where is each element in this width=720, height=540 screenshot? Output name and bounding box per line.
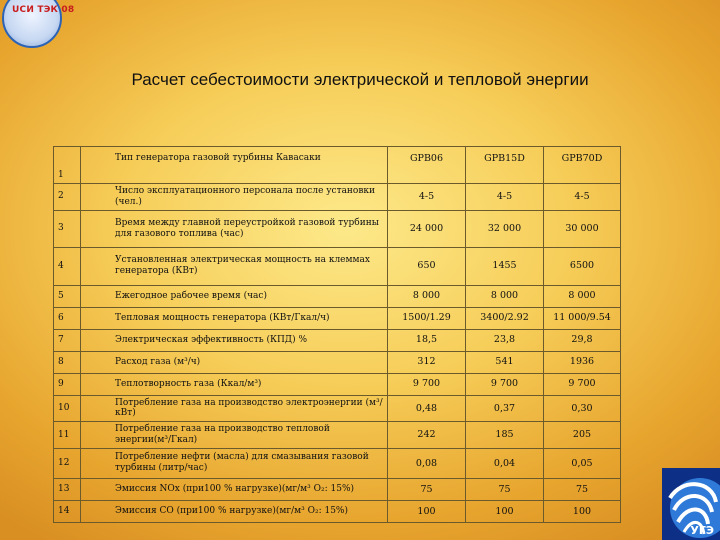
row-number: 13	[54, 478, 81, 500]
row-value-gpb15d: 75	[466, 478, 544, 500]
row-label: Электрическая эффективность (КПД) %	[81, 329, 388, 351]
table-row	[54, 448, 621, 478]
row-number: 14	[54, 500, 81, 522]
row-label: Тепловая мощность генератора (КВт/Гкал/ч)	[81, 307, 388, 329]
row-number: 4	[54, 247, 81, 285]
row-number: 11	[54, 422, 81, 449]
table-row	[54, 285, 621, 307]
logo-emblem	[2, 0, 75, 48]
row-value-gpb70d: 100	[544, 500, 621, 522]
row-number: 7	[54, 329, 81, 351]
row-value-gpb06: 1500/1.29	[388, 307, 466, 329]
table-row	[54, 500, 621, 522]
row-value-gpb15d: 9 700	[466, 373, 544, 395]
row-value-gpb70d: 0,05	[544, 448, 621, 478]
row-label: Установленная электрическая мощность на клеммах генератора (КВт)	[81, 247, 388, 285]
row-value-gpb15d: 185	[466, 422, 544, 449]
table-row	[54, 373, 621, 395]
table-row	[54, 351, 621, 373]
row-value-gpb70d: 0,30	[544, 395, 621, 422]
row-value-gpb70d: 30 000	[544, 210, 621, 247]
table-row	[54, 307, 621, 329]
row-value-gpb15d: 0,04	[466, 448, 544, 478]
row-label: Теплотворность газа (Ккал/м³)	[81, 373, 388, 395]
row-number: 1	[54, 147, 81, 184]
table-row	[54, 329, 621, 351]
row-value-gpb70d: 4-5	[544, 184, 621, 211]
row-value-gpb06: 242	[388, 422, 466, 449]
row-number: 9	[54, 373, 81, 395]
row-value-gpb06: 0,48	[388, 395, 466, 422]
row-label: Потребление газа на производство тепловой энергии(м³/Гкал)	[81, 422, 388, 449]
row-number: 8	[54, 351, 81, 373]
row-value-gpb06: 312	[388, 351, 466, 373]
row-label: Число эксплуатационного персонала после установки (чел.)	[81, 184, 388, 211]
row-value-gpb06: 0,08	[388, 448, 466, 478]
table-row	[54, 422, 621, 449]
row-value-gpb06: 18,5	[388, 329, 466, 351]
row-value-gpb70d: 11 000/9.54	[544, 307, 621, 329]
row-value-gpb15d: 23,8	[466, 329, 544, 351]
row-value-gpb70d: 29,8	[544, 329, 621, 351]
row-number: 2	[54, 184, 81, 211]
row-value-gpb06: 24 000	[388, 210, 466, 247]
row-value-gpb06: 650	[388, 247, 466, 285]
corner-logo	[662, 468, 720, 540]
row-value-gpb06: 100	[388, 500, 466, 522]
row-value-gpb70d: 75	[544, 478, 621, 500]
row-value-gpb15d: 4-5	[466, 184, 544, 211]
cost-table	[53, 146, 621, 523]
corner-text: УГЭ	[690, 524, 714, 537]
row-value-gpb70d: 8 000	[544, 285, 621, 307]
row-number: 12	[54, 448, 81, 478]
table-row	[54, 395, 621, 422]
column-header: GPB06	[388, 147, 466, 184]
table-row	[54, 247, 621, 285]
row-value-gpb06: 9 700	[388, 373, 466, 395]
column-header: GPB70D	[544, 147, 621, 184]
row-number: 5	[54, 285, 81, 307]
table-header-row	[54, 147, 621, 184]
row-label: Потребление газа на производство электроэнергии (м³/кВт)	[81, 395, 388, 422]
row-label: Ежегодное рабочее время (час)	[81, 285, 388, 307]
header-label: Тип генератора газовой турбины Кавасаки	[81, 147, 388, 184]
row-number: 3	[54, 210, 81, 247]
row-label: Время между главной переустройкой газовой турбины для газового топлива (час)	[81, 210, 388, 247]
row-label: Расход газа (м³/ч)	[81, 351, 388, 373]
table-row	[54, 478, 621, 500]
row-value-gpb06: 75	[388, 478, 466, 500]
row-value-gpb15d: 1455	[466, 247, 544, 285]
row-number: 6	[54, 307, 81, 329]
row-value-gpb06: 4-5	[388, 184, 466, 211]
row-value-gpb70d: 6500	[544, 247, 621, 285]
row-value-gpb15d: 100	[466, 500, 544, 522]
row-label: Эмиссия NOx (при100 % нагрузке)(мг/м³ О₂: 15%)	[81, 478, 388, 500]
column-header: GPB15D	[466, 147, 544, 184]
row-value-gpb15d: 0,37	[466, 395, 544, 422]
row-label: Эмиссия CO (при100 % нагрузке)(мг/м³ О₂: 15%)	[81, 500, 388, 522]
row-label: Потребление нефти (масла) для смазывания газовой турбины (литр/час)	[81, 448, 388, 478]
table-row	[54, 210, 621, 247]
row-value-gpb70d: 1936	[544, 351, 621, 373]
cost-table-body	[54, 147, 621, 523]
row-value-gpb15d: 541	[466, 351, 544, 373]
table-row	[54, 184, 621, 211]
row-value-gpb70d: 9 700	[544, 373, 621, 395]
row-value-gpb15d: 3400/2.92	[466, 307, 544, 329]
row-value-gpb15d: 32 000	[466, 210, 544, 247]
row-value-gpb70d: 205	[544, 422, 621, 449]
row-value-gpb15d: 8 000	[466, 285, 544, 307]
row-number: 10	[54, 395, 81, 422]
logo-text: UCИ ТЭК 08	[12, 5, 75, 15]
page-title: Расчет себестоимости электрической и тепловой энергии	[131, 70, 589, 89]
row-value-gpb06: 8 000	[388, 285, 466, 307]
